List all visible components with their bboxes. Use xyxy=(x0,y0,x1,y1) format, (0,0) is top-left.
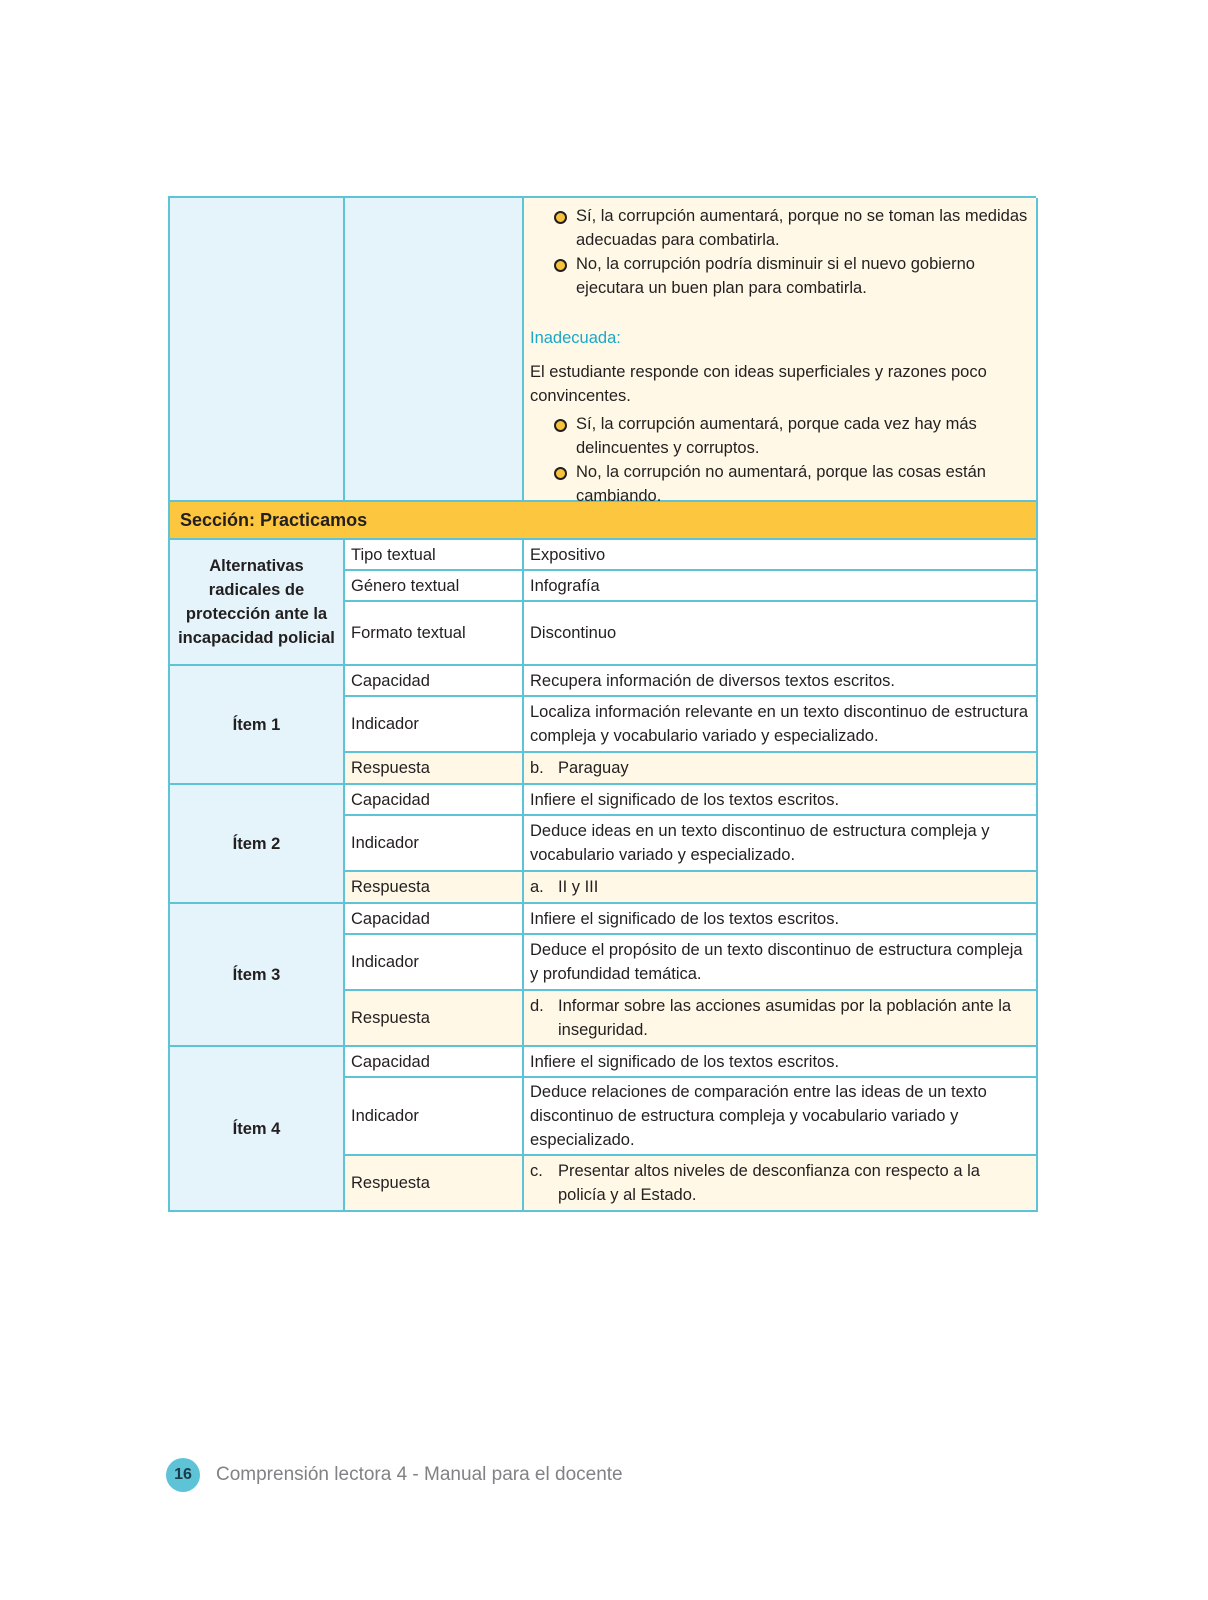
bullet-item: No, la corrupción podría disminuir si el nuevo gobierno ejecutara un buen plan para combatirla. xyxy=(554,252,1030,300)
row-value: Infografía xyxy=(524,571,1038,602)
item-title: Ítem 4 xyxy=(170,1047,345,1212)
row-label: Respuesta xyxy=(345,872,524,904)
answer-text: Informar sobre las acciones asumidas por la población ante la inseguridad. xyxy=(558,997,1012,1039)
bullet-list-adequate xyxy=(530,204,1030,300)
row-value: Expositivo xyxy=(524,540,1038,571)
indicador-value: Deduce el propósito de un texto discontinuo de estructura compleja y profundidad temática. xyxy=(524,935,1038,991)
answer-letter: d. xyxy=(530,997,544,1015)
row-label: Capacidad xyxy=(345,785,524,816)
respuesta-value xyxy=(524,872,1038,904)
answer-letter: b. xyxy=(530,759,544,777)
row-label: Indicador xyxy=(345,935,524,991)
evaluation-table xyxy=(168,196,1036,1212)
row-label: Formato textual xyxy=(345,602,524,666)
row-label: Capacidad xyxy=(345,666,524,697)
row-label: Género textual xyxy=(345,571,524,602)
answer-text: Presentar altos niveles de desconfianza con respecto a la policía y al Estado. xyxy=(558,1162,980,1204)
row-label: Tipo textual xyxy=(345,540,524,571)
subheading-inadequate: Inadecuada: xyxy=(530,329,621,347)
top-mid-cell xyxy=(345,198,524,502)
bullet-item: Sí, la corrupción aumentará, porque cada vez hay más delincuentes y corruptos. xyxy=(554,412,1030,460)
respuesta-value xyxy=(524,991,1038,1047)
capacidad-value: Recupera información de diversos textos escritos. xyxy=(524,666,1038,697)
answer-letter: c. xyxy=(530,1162,543,1180)
row-label: Capacidad xyxy=(345,904,524,935)
row-label: Respuesta xyxy=(345,991,524,1047)
row-label: Indicador xyxy=(345,816,524,872)
row-label: Indicador xyxy=(345,1078,524,1156)
row-label: Capacidad xyxy=(345,1047,524,1078)
top-left-cell xyxy=(170,198,345,502)
row-label: Indicador xyxy=(345,697,524,753)
bullet-item: No, la corrupción no aumentará, porque las cosas están cambiando. xyxy=(554,460,1030,508)
row-value: Discontinuo xyxy=(524,602,1038,666)
row-label: Respuesta xyxy=(345,753,524,785)
page-number: 16 xyxy=(166,1458,200,1492)
answer-text: Paraguay xyxy=(558,759,629,777)
bullet-list-inadequate xyxy=(530,412,1030,508)
bullet-item: Sí, la corrupción aumentará, porque no se toman las medidas adecuadas para combatirla. xyxy=(554,204,1030,252)
indicador-value: Deduce ideas en un texto discontinuo de estructura compleja y vocabulario variado y especializado. xyxy=(524,816,1038,872)
capacidad-value: Infiere el significado de los textos escritos. xyxy=(524,785,1038,816)
item-title: Ítem 2 xyxy=(170,785,345,904)
item-title: Ítem 3 xyxy=(170,904,345,1047)
item-title: Ítem 1 xyxy=(170,666,345,785)
indicador-value: Localiza información relevante en un texto discontinuo de estructura compleja y vocabulario variado y especializado. xyxy=(524,697,1038,753)
respuesta-value xyxy=(524,1156,1038,1212)
description-paragraph: El estudiante responde con ideas superficiales y razones poco convincentes. xyxy=(530,363,987,405)
section-title: Sección: Practicamos xyxy=(170,502,1038,540)
capacidad-value: Infiere el significado de los textos escritos. xyxy=(524,1047,1038,1078)
text-title: Alternativas radicales de protección ante la incapacidad policial xyxy=(170,540,345,666)
answer-letter: a. xyxy=(530,878,544,896)
answer-text: II y III xyxy=(558,878,599,896)
book-title: Comprensión lectora 4 - Manual para el docente xyxy=(216,1464,623,1485)
indicador-value: Deduce relaciones de comparación entre las ideas de un texto discontinuo de estructura compleja y vocabulario variado y especializado. xyxy=(524,1078,1038,1156)
page-footer xyxy=(166,1458,623,1492)
respuesta-value xyxy=(524,753,1038,785)
capacidad-value: Infiere el significado de los textos escritos. xyxy=(524,904,1038,935)
top-answer-cell xyxy=(524,198,1038,505)
row-label: Respuesta xyxy=(345,1156,524,1212)
